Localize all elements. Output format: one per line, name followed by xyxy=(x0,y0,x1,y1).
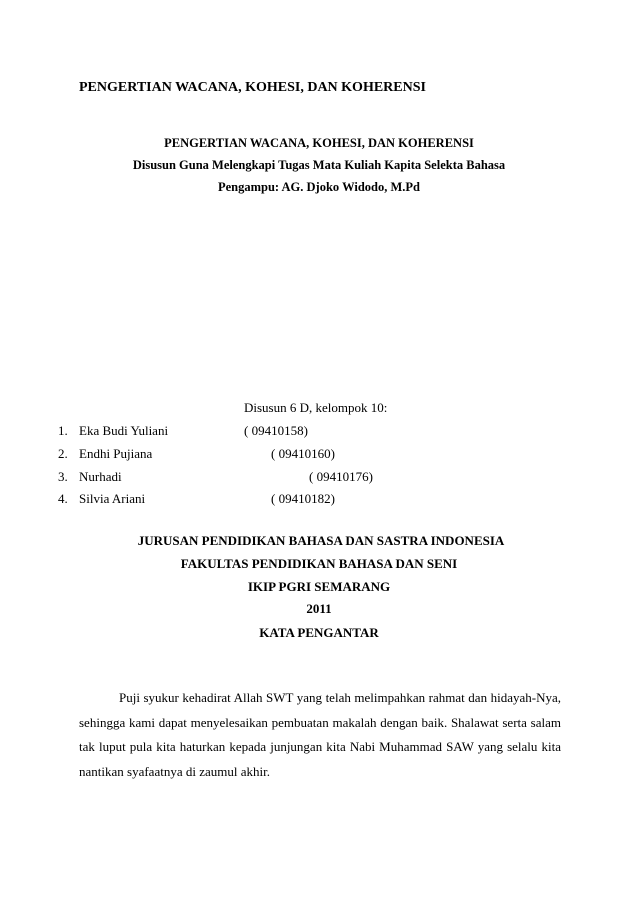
cover-supervisor: Pengampu: AG. Djoko Widodo, M.Pd xyxy=(217,180,420,194)
member-nim: ( 09410158) xyxy=(244,423,308,438)
member-name: Eka Budi Yuliani xyxy=(79,423,169,438)
member-name: Nurhadi xyxy=(79,469,122,484)
member-number: 3. xyxy=(58,469,68,484)
faculty-name: FAKULTAS PENDIDIKAN BAHASA DAN SENI xyxy=(180,556,458,571)
member-number: 4. xyxy=(58,491,68,506)
member-nim: ( 09410182) xyxy=(271,491,335,506)
cover-title: PENGERTIAN WACANA, KOHESI, DAN KOHERENSI xyxy=(164,136,474,150)
department-name: JURUSAN PENDIDIKAN BAHASA DAN SASTRA INDONESIA xyxy=(137,533,505,548)
document-title: PENGERTIAN WACANA, KOHESI, DAN KOHERENSI xyxy=(79,80,426,95)
member-name: Silvia Ariani xyxy=(79,491,146,506)
preface-paragraph: Puji syukur kehadirat Allah SWT yang telah melimpahkan rahmat dan hidayah-Nya, sehingga kami dapat menyelesaikan pembuatan makalah dengan baik. Shalawat serta salam tak luput pula kita haturkan kepada junjungan kita Nabi Muhammad SAW yang selalu kita nantikan syafaatnya di zaumul akhir. xyxy=(79,690,561,779)
member-number: 1. xyxy=(58,423,68,438)
institution-name: IKIP PGRI SEMARANG xyxy=(247,579,391,594)
member-number: 2. xyxy=(58,446,68,461)
member-name: Endhi Pujiana xyxy=(79,446,153,461)
member-nim: ( 09410160) xyxy=(271,446,335,461)
cover-subtitle: Disusun Guna Melengkapi Tugas Mata Kuliah Kapita Selekta Bahasa xyxy=(132,158,506,172)
year: 2011 xyxy=(306,601,332,616)
member-nim: ( 09410176) xyxy=(309,469,373,484)
section-heading: KATA PENGANTAR xyxy=(259,625,379,640)
group-line: Disusun 6 D, kelompok 10: xyxy=(244,400,388,415)
